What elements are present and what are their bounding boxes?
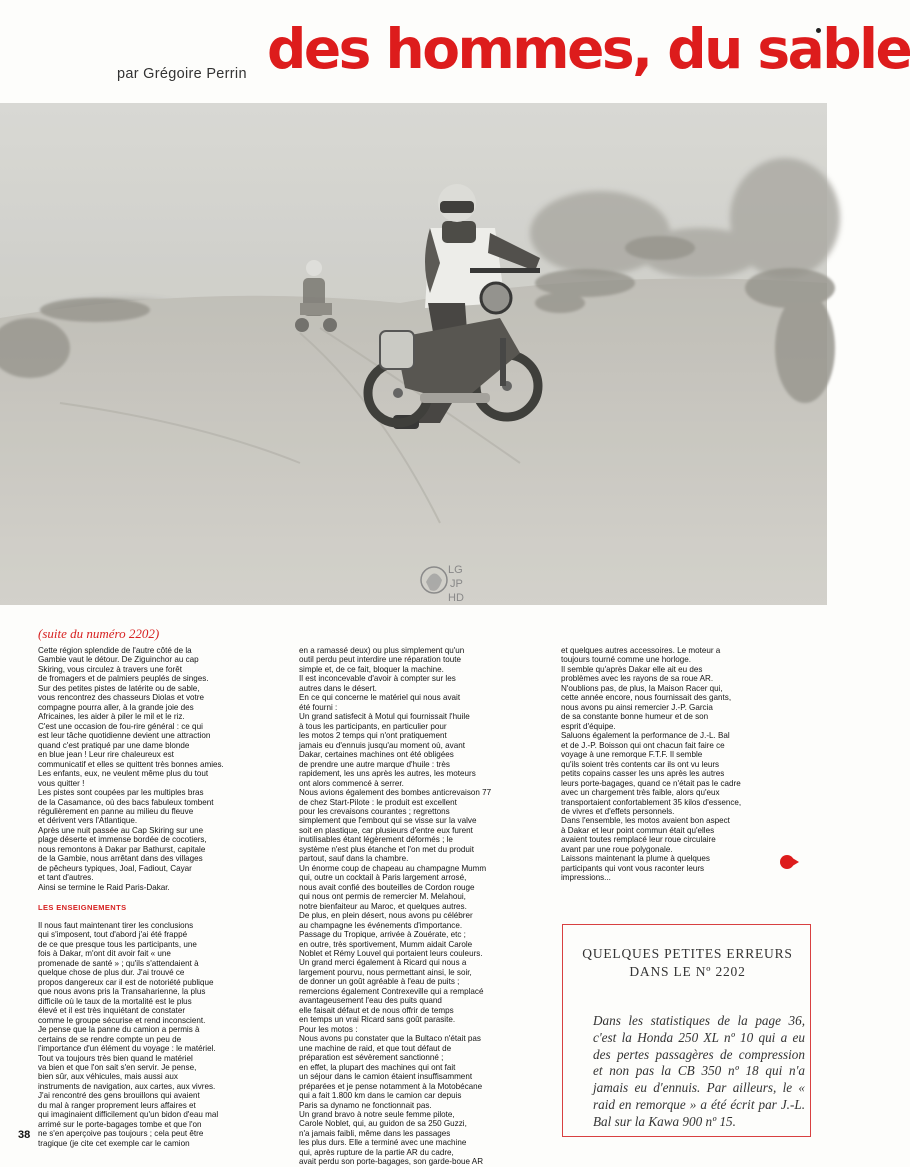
errata-body: Dans les statistiques de la page 36, c'est la Honda 250 XL nº 10 qui a eu des pertes passagères de compression et non pas la CB 350 nº 18 qui n'a jamais eu d'ennuis. Par ailleurs, le « raid en remorque » a été écrit par J.-L. Bal sur la Kawa 900 nº 15. — [593, 1013, 805, 1129]
collection-stamp — [418, 560, 480, 606]
errata-box — [562, 924, 811, 1137]
paragraph-lessons: Il nous faut maintenant tirer les conclusions qui s'imposent, tout d'abord j'ai été frappé de ce que presque tous les participants, une fois à Dakar, m'ont dit avoir fait « une promenade de santé » ; qu'ils s'attendaient à quelque chose de plus dur. J'ai trouvé ce propos dangereux car il est de notoriété publique que nous avons pris la Transaharienne, la plus difficile où le taux de la mortalité est le plus élevé et il est très inquiétant de constater comme le groupe sécurise et rend inconscient. Je pense que la panne du camion a permis à certains de se rendre compte un peu de l'importance d'un élément du voyage : le matériel. Tout va toujours très bien quand le matériel va bien et que l'on sait s'en servir. Je pense, bien sûr, aux véhicules, mais aussi aux instruments de navigation, aux cartes, aux vivres. J'ai rencontré des gens brouillons qui avaient du mal à ranger proprement leurs affaires et qui imaginaient difficilement qu'un bidon d'eau mal arrimé sur le porte-bagages tombe et que l'on ne s'en aperçoive pas toujours ; cela peut être tragique (je cite cet exemple car le camion — [38, 920, 219, 1148]
column-2 — [299, 646, 555, 1167]
svg-text:JP: JP — [450, 578, 463, 590]
svg-text:LG: LG — [448, 564, 463, 576]
errata-title: QUELQUES PETITES ERREURS DANS LE Nº 2202 — [582, 946, 793, 980]
page-number: 38 — [18, 1129, 31, 1141]
paragraph-intro: Cette région splendide de l'autre côté de la Gambie vaut le détour. De Ziguinchor au cap Skiring, vous circulez à travers une forêt de fromagers et de palmiers peuplés de singes. Sur des petites pistes de latérite ou de sable, vous rencontrez des chasseurs Diolas et votre compagne pourra aller, à la grande joie des Africaines, les aider à piler le mil et le riz. C'est une occasion de fou-rire général : ce qui est leur tâche quotidienne devient une attraction quand c'est pratiqué par une dame blonde en blue jean ! Leur rire chaleureux est communicatif et elles se quittent très bonnes amies. Les enfants, eux, ne veulent même plus du tout vous quitter ! Les pistes sont coupées par les multiples bras de la Casamance, où des bacs fabuleux tombent régulièrement en panne au milieu du fleuve et dérivent vers l'Atlantique. Après une nuit passée au Cap Skiring sur une plage déserte et immense bordée de cocotiers, nous remontons à Dakar par Bathurst, capitale de la Gambie, nous arrêtant dans des villages de pêcheurs typiques, Joal, Fadiout, Cayar et tant d'autres. Ainsi se termine le Raid Paris-Dakar. — [38, 646, 224, 892]
paragraph-conclusion: et quelques autres accessoires. Le moteur a toujours tourné comme une horloge. Il semble qu'après Dakar elle ait eu des problèmes avec les rayons de sa roue AR. N'oublions pas, de plus, la Maison Racer qui, cette année encore, nous fournissait des gants, nous avons pu ainsi remercier J.-P. Garcia de sa constante bonne humeur et de son esprit d'équipe. Saluons également la performance de J.-L. Bal et de J.-P. Boisson qui ont chacun fait faire ce voyage à une remorque F.T.F. Il semble qu'ils soient très contents car ils ont vu leurs petits copains casser les uns après les autres leurs porte-bagages, quand ce n'était pas le cadre avec un chargement très faible, alors qu'eux transportaient confortablement 35 kilos d'essence, de vivres et d'effets personnels. Dans l'ensemble, les motos avaient bon aspect à Dakar et leur point commun était qu'elles avaient toutes remplacé leur roue circulaire avant par une roue polygonale. Laissons maintenant la plume à quelques participants qui vont vous raconter leurs impressions... — [561, 646, 742, 883]
svg-text:HD: HD — [448, 592, 464, 604]
motorcycle-photo — [0, 103, 827, 605]
paragraph-equipment: en a ramassé deux) ou plus simplement qu'un outil perdu peut interdire une réparation toute simple et, de ce fait, bloquer la machine. Il est inconcevable d'avoir à compter sur les autres dans le désert. En ce qui concerne le matériel qui nous avait été fourni : Un grand satisfecit à Motul qui fournissait l'huile à tous les participants, en particulier pour les motos 2 temps qui n'ont pratiquement jamais eu d'ennuis jusqu'au moment où, avant Dakar, certaines machines ont été obligées de prendre une autre marque d'huile : très rapidement, les uns après les autres, les moteurs ont alors commencé à serrer. Nous avions également des bombes anticrevaison 77 de chez Start-Pilote : le produit est excellent pour les crevaisons courantes ; regrettons simplement que l'embout qui se visse sur la valve soit en plastique, car plusieurs d'entre eux furent inutilisables étant légèrement déformés ; le système n'est plus étanche et l'on met du produit partout, sauf dans la chambre. Un énorme coup de chapeau au champagne Mumm qui, outre un cocktail à Paris largement arrosé, nous avait confié des bouteilles de Cordon rouge qui nous ont permis de remercier M. Melahoui, notre bienfaiteur au Maroc, et quelques autres. De plus, en plein désert, nous avons pu célébrer au champagne les événements d'importance. Passage du Tropique, arrivée à Zouérate, etc ; en outre, très sportivement, Mumm aidait Carole Noblet et Rémy Louvel qui portaient leurs couleurs. Un grand merci également à Ricard qui nous a largement pourvu, nous permettant ainsi, le soir, de donner un goût agréable à l'eau de puits ; remercions également Contrexeville qui a remplacé avantageusement l'eau des puits quand elle faisait défaut et de nous offrir de temps en temps un vrai Ricard sans goût parasite. Pour les motos : Nous avons pu constater que la Bultaco n'était pas une machine de raid, et que tout défaut de préparation est sévèrement sanctionné ; en effet, la plupart des machines qui ont fait un séjour dans le camion étaient insuffisamment préparées et je pense notamment à la Motobécane qui a fait 1.800 km dans le camion car depuis Paris sa dynamo ne fonctionnait pas. Un grand bravo à notre seule femme pilote, Carole Noblet, qui, au guidon de sa 250 Guzzi, n'a jamais faibli, même dans les passages les plus durs. Elle a terminé avec une machine qui, après rupture de la partie AR du cadre, avait perdu son porte-bagages, son garde-boue AR — [299, 646, 492, 1167]
column-3 — [561, 646, 797, 883]
byline: par Grégoire Perrin — [117, 66, 247, 82]
headline: des hommes, du sable — [267, 17, 910, 81]
continue-arrow-icon — [780, 854, 800, 870]
continuation-note: (suite du numéro 2202) — [38, 626, 160, 641]
column-1 — [38, 646, 290, 1148]
subheading: LES ENSEIGNEMENTS — [38, 903, 127, 913]
